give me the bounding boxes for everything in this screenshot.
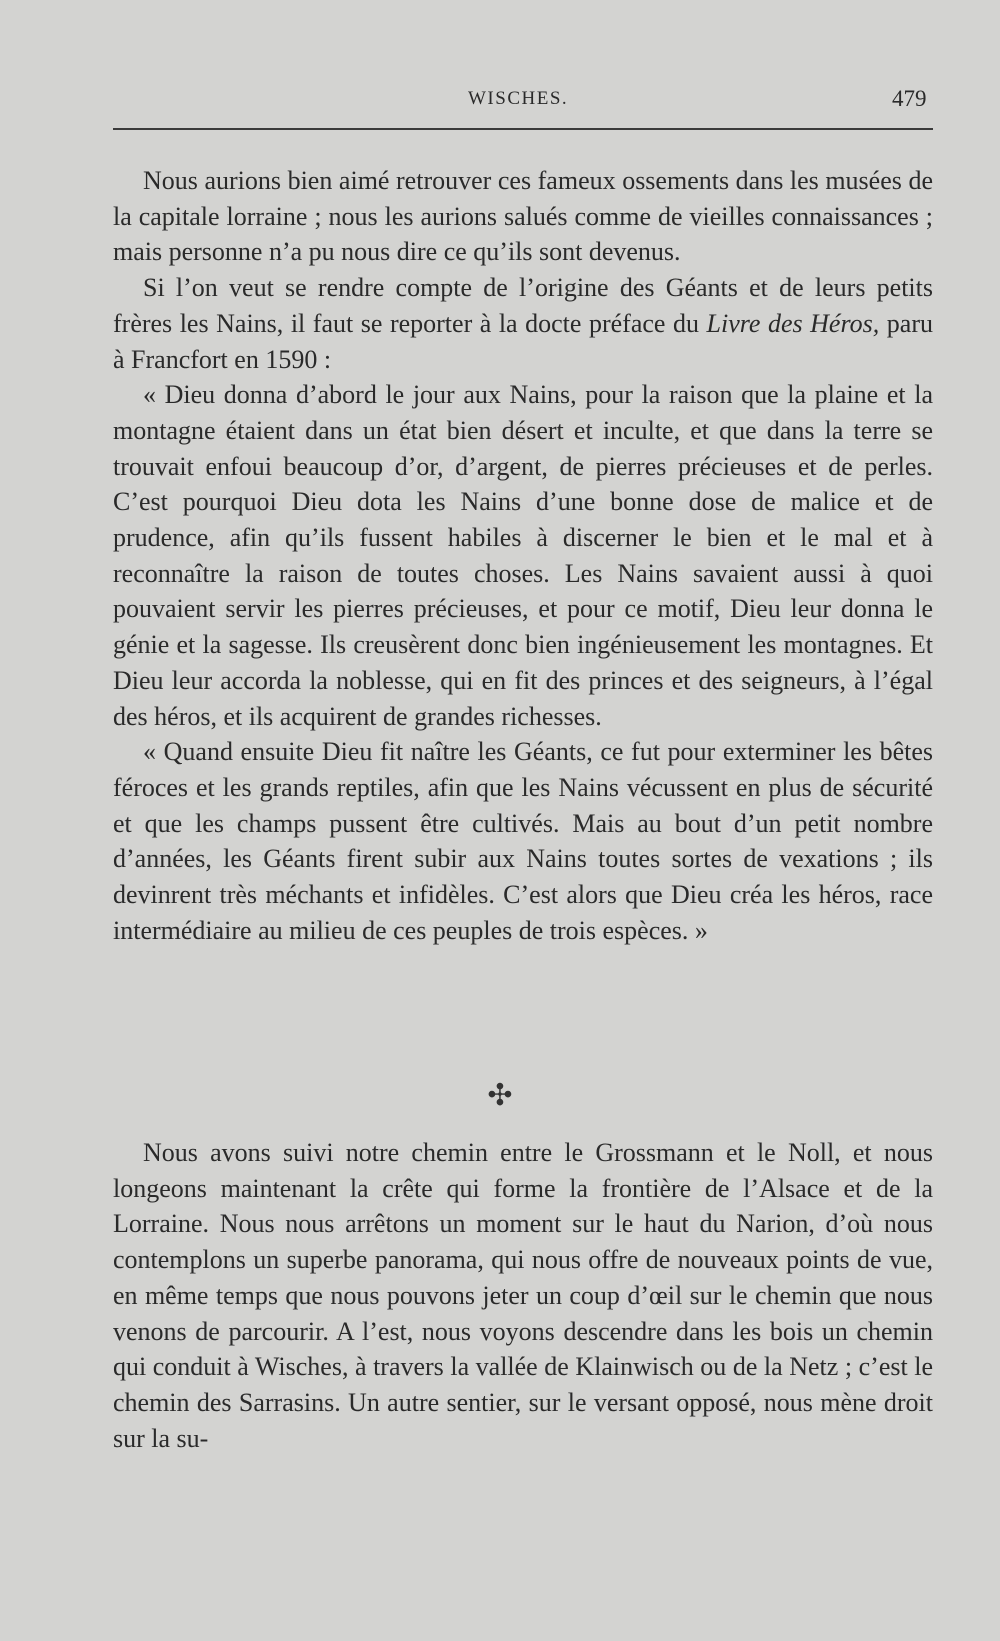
body-text-top bbox=[113, 163, 933, 948]
running-head bbox=[0, 82, 1000, 122]
running-title: WISCHES. bbox=[468, 88, 569, 109]
paragraph-chemin: Nous avons suivi notre chemin entre le Grossmann et le Noll, et nous longeons maintenant la crête qui forme la frontière de l’Alsace et de la Lorraine. Nous nous arrêtons un moment sur le haut du Narion, d’où nous contemplons un superbe panorama, qui nous offre de nouveaux points de vue, en même temps que nous pouvons jeter un coup d’œil sur le chemin que nous venons de parcourir. A l’est, nous voyons descendre dans les bois un chemin qui conduit à Wisches, à travers la vallée de Klainwisch ou de la Netz ; c’est le chemin des Sarrasins. Un autre sentier, sur le versant opposé, nous mène droit sur la su- bbox=[113, 1138, 933, 1453]
paragraph-ossements: Nous aurions bien aimé retrouver ces fameux ossements dans les musées de la capitale lorraine ; nous les aurions salués comme de vieilles connaissances ; mais personne n’a pu nous dire ce qu’ils sont devenus. bbox=[113, 166, 933, 267]
section-ornament-icon: ✣ bbox=[487, 1079, 513, 1112]
quote-paragraph-nains: « Dieu donna d’abord le jour aux Nains, pour la raison que la plaine et la montagne étaient dans un état bien désert et inculte, et que dans la terre se trouvait enfoui beaucoup d’or, d’argent, de pierres précieuses et de perles. C’est pourquoi Dieu dota les Nains d’une bonne dose de malice et de prudence, afin qu’ils fussent habiles à discerner le bien et le mal et à reconnaître la raison de toutes choses. Les Nains savaient aussi à quoi pouvaient servir les pierres précieuses, et pour ce motif, Dieu leur donna le génie et la sagesse. Ils creusèrent donc bien ingénieusement les montagnes. Et Dieu leur accorda la noblesse, qui en fit des princes et des seigneurs, à l’égal des héros, et ils acquirent de grandes richesses. bbox=[113, 380, 933, 731]
paragraph-origine-text: Si l’on veut se rendre compte de l’origine des Géants et de leurs petits frères les Nains, il faut se reporter à la docte préface du bbox=[113, 273, 933, 338]
page-number: 479 bbox=[892, 86, 927, 111]
book-title-italic: Livre des Héros, bbox=[706, 308, 880, 338]
quote-paragraph-geants: « Quand ensuite Dieu fit naître les Géants, ce fut pour exterminer les bêtes féroces et les grands reptiles, afin que les Nains vécussent en plus de sécurité et que les champs pussent être cultivés. Mais au bout d’un petit nombre d’années, les Géants firent subir aux Nains toutes sortes de vexations ; ils devinrent très méchants et infidèles. C’est alors que Dieu créa les héros, race intermédiaire au milieu de ces peuples de trois espèces. » bbox=[113, 737, 933, 945]
header-rule bbox=[113, 128, 933, 130]
paragraph-origine-end: paru à Francfort en 1590 : bbox=[113, 308, 933, 374]
paragraph-origine bbox=[113, 270, 933, 377]
body-text-bottom bbox=[113, 1135, 933, 1456]
